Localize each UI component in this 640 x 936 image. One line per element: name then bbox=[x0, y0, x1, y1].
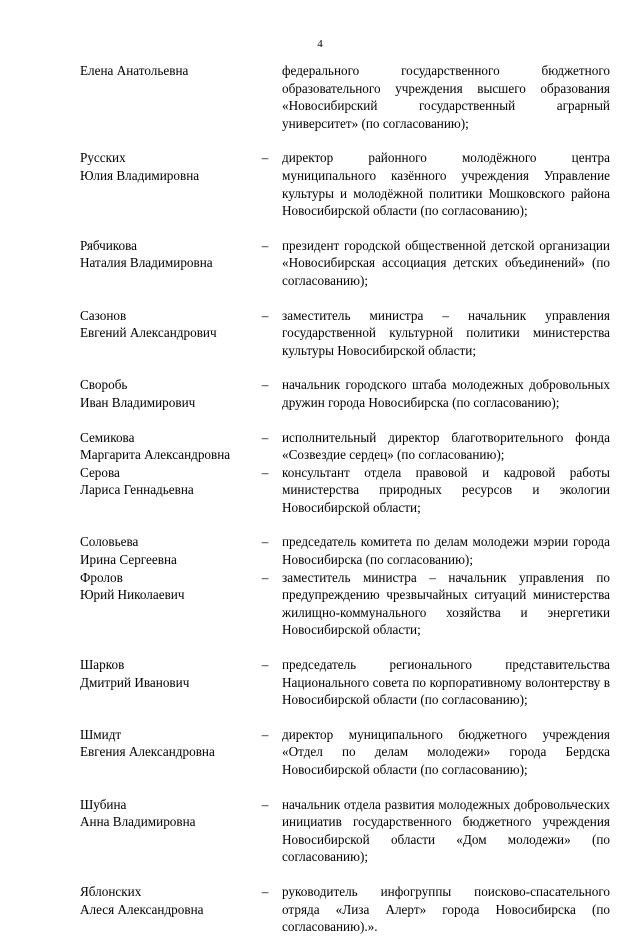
entry-spacer bbox=[80, 412, 610, 429]
dash-separator: – bbox=[261, 534, 269, 550]
entry-spacer bbox=[80, 779, 610, 796]
member-name bbox=[80, 533, 260, 568]
list-item bbox=[80, 796, 610, 866]
member-surname: Соловьева bbox=[80, 534, 139, 550]
member-given-name: Евгений Александрович bbox=[80, 325, 217, 341]
member-given-name: Ирина Сергеевна bbox=[80, 552, 177, 568]
member-name bbox=[80, 376, 260, 411]
member-given-name: Дмитрий Иванович bbox=[80, 674, 190, 690]
dash-separator: – bbox=[261, 569, 269, 585]
dash-separator: – bbox=[261, 726, 269, 742]
member-surname: Своробь bbox=[80, 377, 128, 393]
list-item bbox=[80, 237, 610, 290]
member-list bbox=[80, 62, 610, 936]
page-number: 4 bbox=[317, 38, 323, 50]
member-given-name: Юлия Владимировна bbox=[80, 167, 200, 183]
member-given-name: Алеся Александровна bbox=[80, 901, 204, 917]
member-name bbox=[80, 307, 260, 342]
list-item bbox=[80, 464, 610, 517]
member-surname: Шмидт bbox=[80, 726, 122, 742]
list-item bbox=[80, 62, 610, 132]
dash-separator: – bbox=[261, 150, 269, 166]
list-item bbox=[80, 569, 610, 639]
member-role: директор муниципального бюджетного учреждения «Отдел по делам молодежи» города Бердска Новосибирской области (по согласованию); bbox=[282, 726, 610, 777]
member-surname: Семикова bbox=[80, 429, 135, 445]
member-role: федерального государственного бюджетного образовательного учреждения высшего образования «Новосибирский государственный аграрный университет» (по согласованию); bbox=[282, 63, 610, 131]
entry-spacer bbox=[80, 709, 610, 726]
member-given-name: Юрий Николаевич bbox=[80, 587, 185, 603]
member-name bbox=[80, 569, 260, 604]
member-surname: Шарков bbox=[80, 657, 125, 673]
member-given-name: Елена Анатольевна bbox=[80, 63, 189, 78]
member-given-name: Иван Владимирович bbox=[80, 394, 196, 410]
member-surname: Яблонских bbox=[80, 883, 142, 899]
entry-spacer bbox=[80, 290, 610, 307]
member-name bbox=[80, 429, 260, 464]
dash-separator: – bbox=[261, 464, 269, 480]
member-role: председатель комитета по делам молодежи мэрии города Новосибирска (по согласованию); bbox=[282, 534, 610, 568]
list-item bbox=[80, 883, 610, 936]
member-surname: Фролов bbox=[80, 569, 123, 585]
member-role: исполнительный директор благотворительного фонда «Созвездие сердец» (по согласованию); bbox=[282, 429, 610, 463]
member-name bbox=[80, 62, 260, 80]
member-role: заместитель министра – начальник управления по предупреждению чрезвычайных ситуаций министерства жилищно-коммунального хозяйства и энергетики Новосибирской области; bbox=[282, 569, 610, 638]
member-name bbox=[80, 149, 260, 184]
member-role: консультант отдела правовой и кадровой работы министерства природных ресурсов и экологии Новосибирской области; bbox=[282, 464, 610, 515]
dash-separator: – bbox=[261, 883, 269, 899]
member-name bbox=[80, 796, 260, 831]
list-item bbox=[80, 533, 610, 568]
member-given-name: Маргарита Александровна bbox=[80, 447, 231, 463]
dash-separator: – bbox=[261, 657, 269, 673]
member-role: заместитель министра – начальник управления государственной культурной политики министерства культуры Новосибирской области; bbox=[282, 307, 610, 358]
member-given-name: Евгения Александровна bbox=[80, 744, 215, 760]
member-surname: Серова bbox=[80, 464, 120, 480]
member-surname: Сазонов bbox=[80, 307, 127, 323]
list-item bbox=[80, 429, 610, 464]
member-name bbox=[80, 883, 260, 918]
list-item bbox=[80, 656, 610, 709]
member-name bbox=[80, 237, 260, 272]
member-role: директор районного молодёжного центра муниципального казённого учреждения Управление культуры и молодёжной политики Мошковского района Новосибирской области (по согласованию); bbox=[282, 150, 610, 219]
entry-spacer bbox=[80, 516, 610, 533]
member-given-name: Лариса Геннадьевна bbox=[80, 482, 194, 498]
dash-separator: – bbox=[261, 429, 269, 445]
member-surname: Русских bbox=[80, 150, 126, 166]
dash-separator: – bbox=[261, 377, 269, 393]
member-surname: Шубина bbox=[80, 796, 127, 812]
entry-spacer bbox=[80, 866, 610, 883]
dash-separator: – bbox=[261, 237, 269, 253]
entry-spacer bbox=[80, 220, 610, 237]
member-given-name: Наталия Владимировна bbox=[80, 255, 213, 271]
dash-separator: – bbox=[261, 796, 269, 812]
member-given-name: Анна Владимировна bbox=[80, 814, 196, 830]
member-surname: Рябчикова bbox=[80, 237, 138, 253]
list-item bbox=[80, 726, 610, 779]
member-role: председатель регионального представительства Национального совета по корпоративному волонтерству в Новосибирской области (по согласованию); bbox=[282, 657, 610, 708]
entry-spacer bbox=[80, 639, 610, 656]
member-name bbox=[80, 726, 260, 761]
member-name bbox=[80, 656, 260, 691]
list-item bbox=[80, 376, 610, 411]
dash-separator: – bbox=[261, 307, 269, 323]
list-item bbox=[80, 149, 610, 219]
member-name bbox=[80, 464, 260, 499]
member-role: начальник городского штаба молодежных добровольных дружин города Новосибирска (по согласованию); bbox=[282, 377, 610, 410]
entry-spacer bbox=[80, 132, 610, 149]
member-role: президент городской общественной детской организации «Новосибирская ассоциация детских объединений» (по согласованию); bbox=[282, 237, 610, 288]
list-item bbox=[80, 307, 610, 360]
entry-spacer bbox=[80, 359, 610, 376]
member-role: начальник отдела развития молодежных добровольческих инициатив государственного бюджетного учреждения Новосибирской области «Дом молодежи» (по согласованию); bbox=[282, 796, 610, 865]
member-role: руководитель инфогруппы поисково-спасательного отряда «Лиза Алерт» города Новосибирска (по согласованию).». bbox=[282, 883, 610, 935]
